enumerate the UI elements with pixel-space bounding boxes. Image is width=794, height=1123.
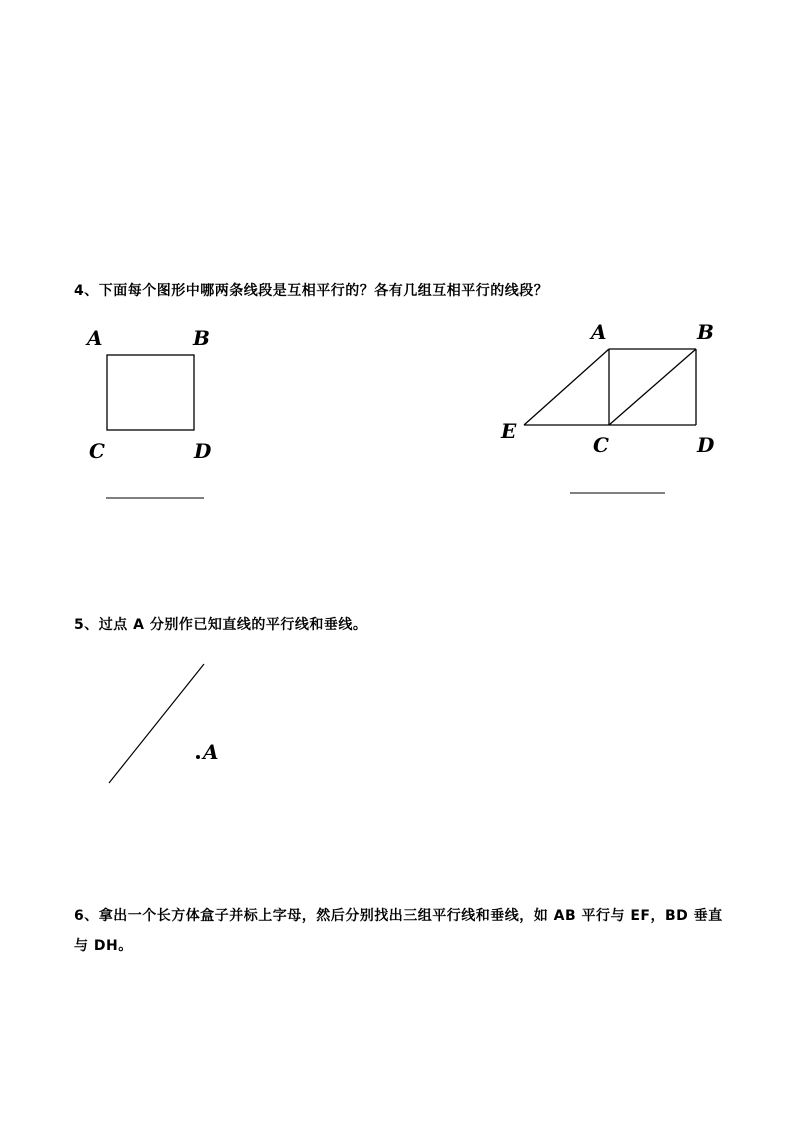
segment-EA <box>524 349 609 425</box>
question-6-text: 6、拿出一个长方体盒子并标上字母，然后分别找出三组平行线和垂线，如 AB 平行与 EF，BD 垂直与 DH。 <box>74 908 723 954</box>
label-C: C <box>89 439 105 463</box>
label-B: B <box>193 326 210 350</box>
point-A-label: A <box>203 740 219 764</box>
line-and-point-figure <box>100 655 240 795</box>
label-A: A <box>87 326 103 350</box>
label-B: B <box>697 320 714 344</box>
segment-CB <box>609 349 696 425</box>
question-5-text: 5、过点 A 分别作已知直线的平行线和垂线。 <box>74 617 368 633</box>
given-line <box>109 664 204 783</box>
point-A <box>196 755 200 759</box>
label-C: C <box>593 433 609 457</box>
label-D: D <box>697 433 715 457</box>
question-4-text: 4、下面每个图形中哪两条线段是互相平行的？各有几组互相平行的线段？ <box>74 283 549 299</box>
label-A: A <box>591 320 607 344</box>
label-E: E <box>501 419 517 443</box>
label-D: D <box>194 439 212 463</box>
square-figure <box>80 320 240 520</box>
trapezoid-figure <box>495 315 735 515</box>
square-abcd <box>107 355 194 430</box>
